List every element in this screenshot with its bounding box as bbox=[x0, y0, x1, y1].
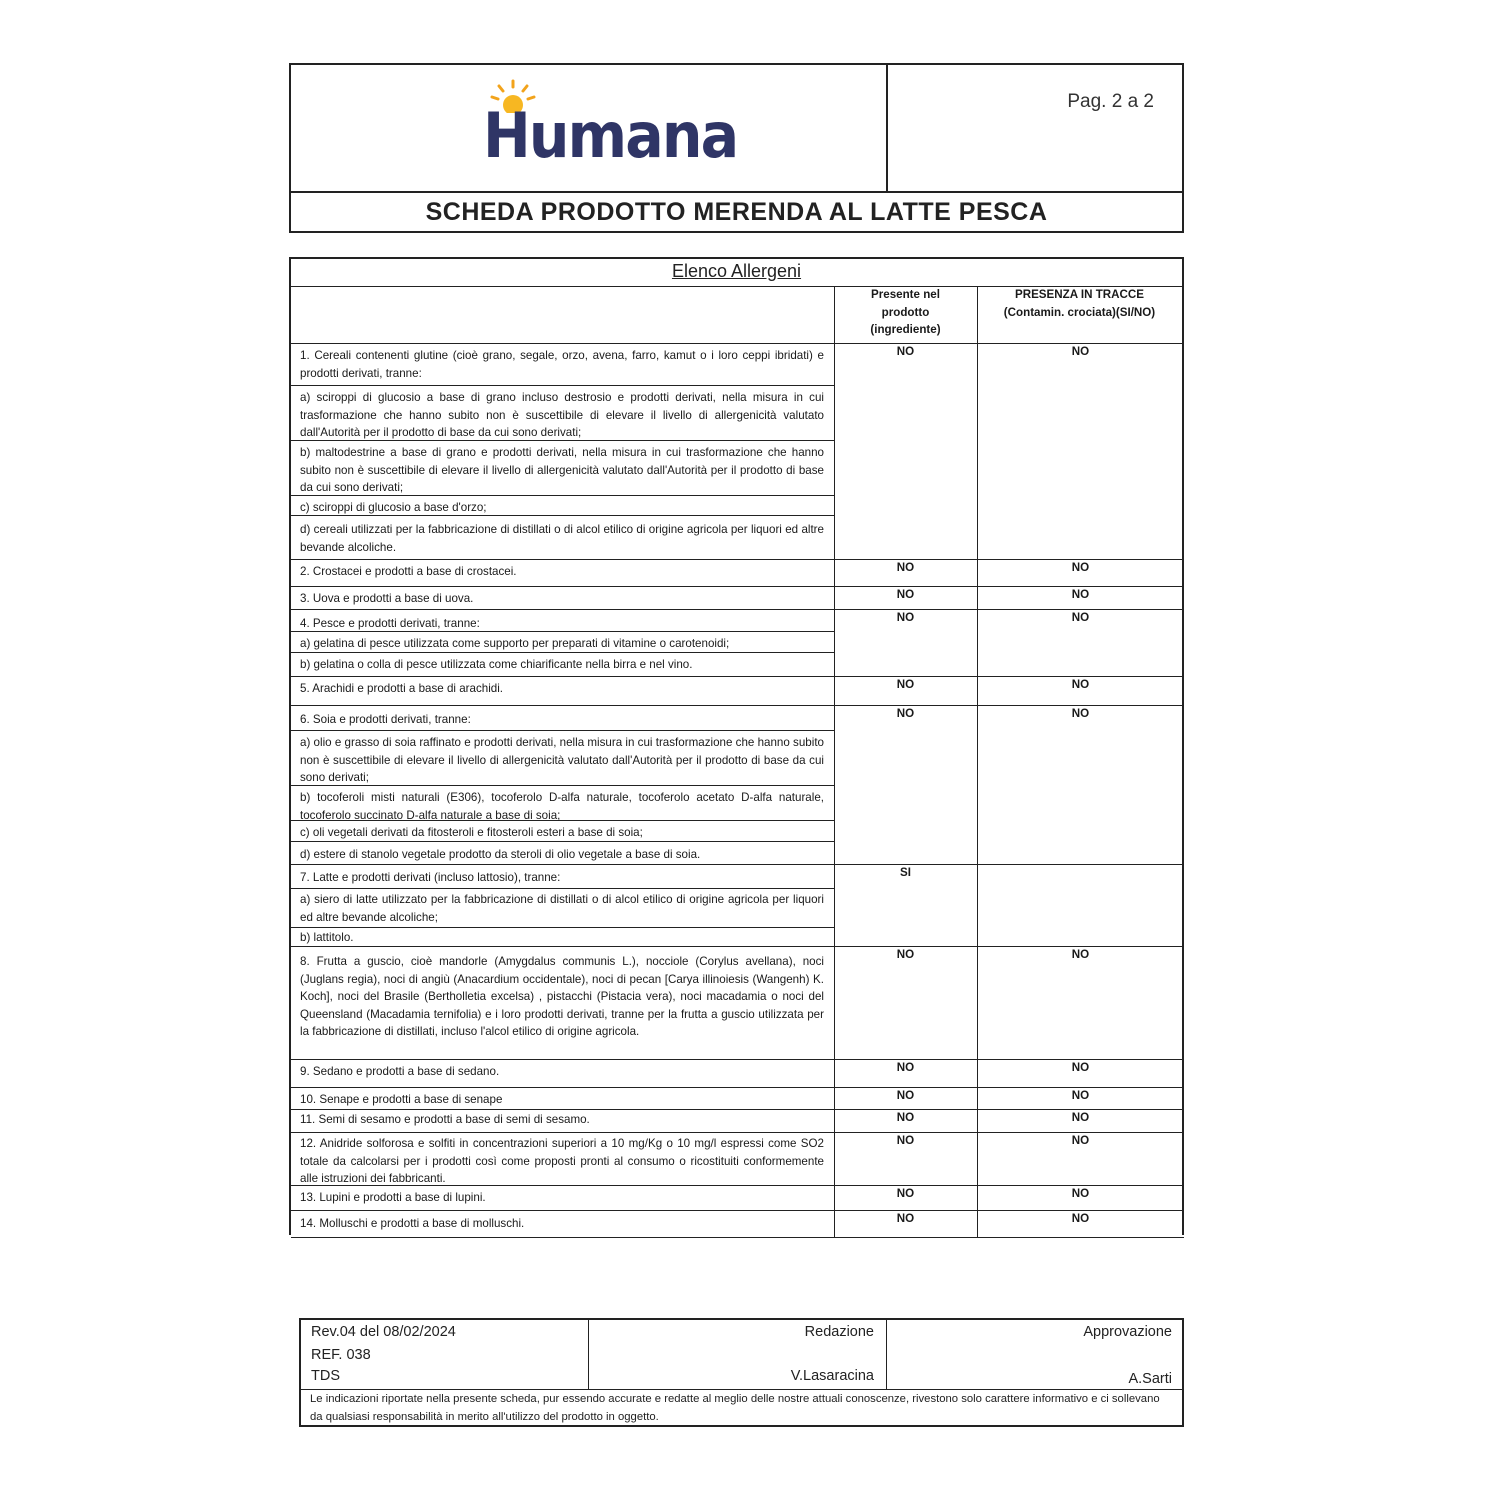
allergen-table-title: Elenco Allergeni bbox=[671, 261, 802, 281]
grid-line bbox=[291, 1132, 1184, 1133]
disclaimer-text: Le indicazioni riportate nella presente scheda, pur essendo accurate e redatte al meglio delle nostre attuali conoscenze, rivestono solo carattere informativo e ci sollevano da qualsiasi responsabilità in merito all'utilizzo del prodotto in oggetto. bbox=[310, 1393, 1160, 1423]
present-in-product-value: NO bbox=[896, 588, 915, 601]
column-header-traces-line: PRESENZA IN TRACCE bbox=[1014, 288, 1145, 301]
allergen-row-text: a) sciroppi di glucosio a base di grano incluso destrosio e prodotti derivati, nella misura in cui trasformazione che hanno subito non è suscettibile di elevare il livello di allergenicità valutato dall'Autorità per il prodotto di base da cui sono derivati; bbox=[300, 391, 824, 439]
grid-line bbox=[291, 1087, 1184, 1088]
allergen-row-text: 12. Anidride solforosa e solfiti in concentrazioni superiori a 10 mg/Kg o 10 mg/l espressi come SO2 totale da calcolarsi per i prodotti così come proposti pronti al consumo o ricostituiti conformemente alle istruzioni dei fabbricanti. bbox=[300, 1137, 824, 1185]
grid-line bbox=[291, 676, 1184, 677]
grid-line bbox=[291, 586, 1184, 587]
traces-value: NO bbox=[1071, 561, 1090, 574]
allergen-row-text: d) cereali utilizzati per la fabbricazione di distillati o di alcol etilico di origine agricola per liquori ed altre bevande alcoliche. bbox=[300, 523, 824, 554]
traces-value: NO bbox=[1071, 611, 1090, 624]
allergen-row-text: 2. Crostacei e prodotti a base di crostacei. bbox=[300, 565, 517, 578]
logo-cell bbox=[291, 65, 888, 191]
traces-value: NO bbox=[1071, 1111, 1090, 1124]
grid-line bbox=[291, 705, 1184, 706]
allergen-row-text: b) lattitolo. bbox=[300, 931, 354, 944]
traces-value: NO bbox=[1071, 345, 1090, 358]
traces-value: NO bbox=[1071, 707, 1090, 720]
column-header-present-line: Presente nel bbox=[871, 288, 940, 301]
allergen-row-text: 3. Uova e prodotti a base di uova. bbox=[300, 592, 474, 605]
present-in-product-value: NO bbox=[896, 707, 915, 720]
tds-label: TDS bbox=[311, 1368, 340, 1384]
allergen-row-text: b) gelatina o colla di pesce utilizzata come chiarificante nella birra e nel vino. bbox=[300, 658, 693, 671]
grid-line bbox=[291, 385, 834, 386]
column-header-present bbox=[834, 286, 977, 339]
document-title: SCHEDA PRODOTTO MERENDA AL LATTE PESCA bbox=[425, 197, 1048, 226]
allergen-table bbox=[289, 257, 1184, 1235]
grid-line bbox=[291, 1059, 1184, 1060]
traces-value: NO bbox=[1071, 1212, 1090, 1225]
traces-value: NO bbox=[1071, 588, 1090, 601]
allergen-row-text: a) olio e grasso di soia raffinato e prodotti derivati, nella misura in cui trasformazione che hanno subito non è suscettibile di elevare il livello di allergenicità valutato dall'Autorità per il prodotto di base da cui sono derivati; bbox=[300, 736, 824, 784]
traces-value: NO bbox=[1071, 1061, 1090, 1074]
grid-line bbox=[291, 559, 1184, 560]
humana-logo: Humana bbox=[483, 99, 738, 172]
allergen-row-text: b) maltodestrine a base di grano e prodotti derivati, nella misura in cui trasformazione che hanno subito non è suscettibile di elevare il livello di allergenicità valutato dall'Autorità per il prodotto di base da cui sono derivati; bbox=[300, 446, 824, 494]
allergen-row-text: 11. Semi di sesamo e prodotti a base di semi di sesamo. bbox=[300, 1113, 590, 1126]
traces-value: NO bbox=[1071, 678, 1090, 691]
allergen-row-text: c) oli vegetali derivati da fitosteroli e fitosteroli esteri a base di soia; bbox=[300, 826, 643, 839]
present-in-product-value: NO bbox=[896, 1089, 915, 1102]
present-in-product-value: NO bbox=[896, 1187, 915, 1200]
grid-line bbox=[291, 730, 834, 731]
allergen-row-text: 7. Latte e prodotti derivati (incluso lattosio), tranne: bbox=[300, 871, 561, 884]
allergen-row-text: 10. Senape e prodotti a base di senape bbox=[300, 1093, 503, 1106]
traces-value: NO bbox=[1071, 948, 1090, 961]
allergen-row-text: b) tocoferoli misti naturali (E306), tocoferolo D-alfa naturale, tocoferolo acetato D-alfa naturale, tocoferolo succinato D-alfa naturale a base di soia; bbox=[300, 791, 824, 822]
present-in-product-value: NO bbox=[896, 561, 915, 574]
document-header bbox=[289, 63, 1184, 233]
allergen-row-text: 9. Sedano e prodotti a base di sedano. bbox=[300, 1065, 500, 1078]
allergen-row-text: a) siero di latte utilizzato per la fabbricazione di distillati o di alcol etilico di origine agricola per liquori ed altre bevande alcoliche; bbox=[300, 893, 824, 924]
allergen-row-text: d) estere di stanolo vegetale prodotto da steroli di olio vegetale a base di soia. bbox=[300, 848, 701, 861]
document-footer bbox=[299, 1318, 1184, 1427]
footer-divider bbox=[588, 1320, 589, 1389]
footer-divider bbox=[886, 1320, 887, 1389]
grid-line bbox=[291, 888, 834, 889]
column-header-traces bbox=[977, 286, 1182, 321]
title-row bbox=[291, 191, 1182, 231]
grid-line bbox=[291, 1109, 1184, 1110]
present-in-product-value: NO bbox=[896, 678, 915, 691]
column-header-present-line: (ingrediente) bbox=[870, 323, 941, 336]
column-header-present-line: prodotto bbox=[881, 305, 930, 319]
grid-line bbox=[291, 1210, 1184, 1211]
redazione-name: V.Lasaracina bbox=[790, 1368, 874, 1384]
traces-value: NO bbox=[1071, 1089, 1090, 1102]
present-in-product-value: NO bbox=[896, 1061, 915, 1074]
present-in-product-value: NO bbox=[896, 1212, 915, 1225]
approvazione-name: A.Sarti bbox=[1128, 1371, 1172, 1387]
allergen-row-text: 1. Cereali contenenti glutine (cioè grano, segale, orzo, avena, farro, kamut o i loro ceppi ibridati) e prodotti derivati, tranne: bbox=[300, 349, 824, 380]
allergen-row-text: 6. Soia e prodotti derivati, tranne: bbox=[300, 713, 471, 726]
grid-line bbox=[291, 864, 1184, 865]
allergen-row-text: a) gelatina di pesce utilizzata come supporto per preparati di vitamine o carotenoidi; bbox=[300, 637, 730, 650]
present-in-product-value: NO bbox=[896, 1134, 915, 1147]
present-in-product-value: NO bbox=[896, 345, 915, 358]
revision-label: Rev.04 del 08/02/2024 bbox=[311, 1324, 456, 1340]
grid-line bbox=[291, 609, 1184, 610]
page-number-cell bbox=[886, 65, 1182, 191]
footer-divider bbox=[301, 1389, 1182, 1390]
allergen-row-text: 8. Frutta a guscio, cioè mandorle (Amygdalus communis L.), nocciole (Corylus avellana), noci (Juglans regia), noci di angiù (Anacardium occidentale), noci di pecan [Carya illinoiesis (Wangenh) K. Koch], noci del Brasile (Bertholletia excelsa) , pistacchi (Pistacia vera), noci macadamia o noci del Queensland (Macadamia ternifolia) e i loro prodotti derivati, tranne per la frutta a guscio utilizzata per la fabbricazione di distillati, incluso l'alcol etilico di origine agricola. bbox=[300, 955, 824, 1038]
present-in-product-value: SI bbox=[900, 866, 911, 879]
grid-line bbox=[291, 1237, 1182, 1238]
column-header-traces-line: (Contamin. crociata)(SI/NO) bbox=[1003, 305, 1156, 319]
page-number: Pag. 2 a 2 bbox=[1067, 91, 1154, 112]
grid-line bbox=[291, 927, 834, 928]
redazione-label: Redazione bbox=[804, 1324, 874, 1340]
allergen-row-text: 5. Arachidi e prodotti a base di arachidi. bbox=[300, 682, 504, 695]
grid-line bbox=[291, 343, 1182, 344]
allergen-row-text: c) sciroppi di glucosio a base d'orzo; bbox=[300, 501, 487, 514]
traces-value: NO bbox=[1071, 1134, 1090, 1147]
present-in-product-value: NO bbox=[896, 948, 915, 961]
approvazione-label: Approvazione bbox=[1083, 1324, 1172, 1340]
allergen-row-text: 4. Pesce e prodotti derivati, tranne: bbox=[300, 617, 480, 630]
reference-label: REF. 038 bbox=[311, 1347, 371, 1363]
present-in-product-value: NO bbox=[896, 611, 915, 624]
grid-line bbox=[291, 286, 1182, 287]
allergen-row-text: 14. Molluschi e prodotti a base di molluschi. bbox=[300, 1217, 525, 1230]
allergen-row-text: 13. Lupini e prodotti a base di lupini. bbox=[300, 1191, 486, 1204]
traces-value: NO bbox=[1071, 1187, 1090, 1200]
present-in-product-value: NO bbox=[896, 1111, 915, 1124]
